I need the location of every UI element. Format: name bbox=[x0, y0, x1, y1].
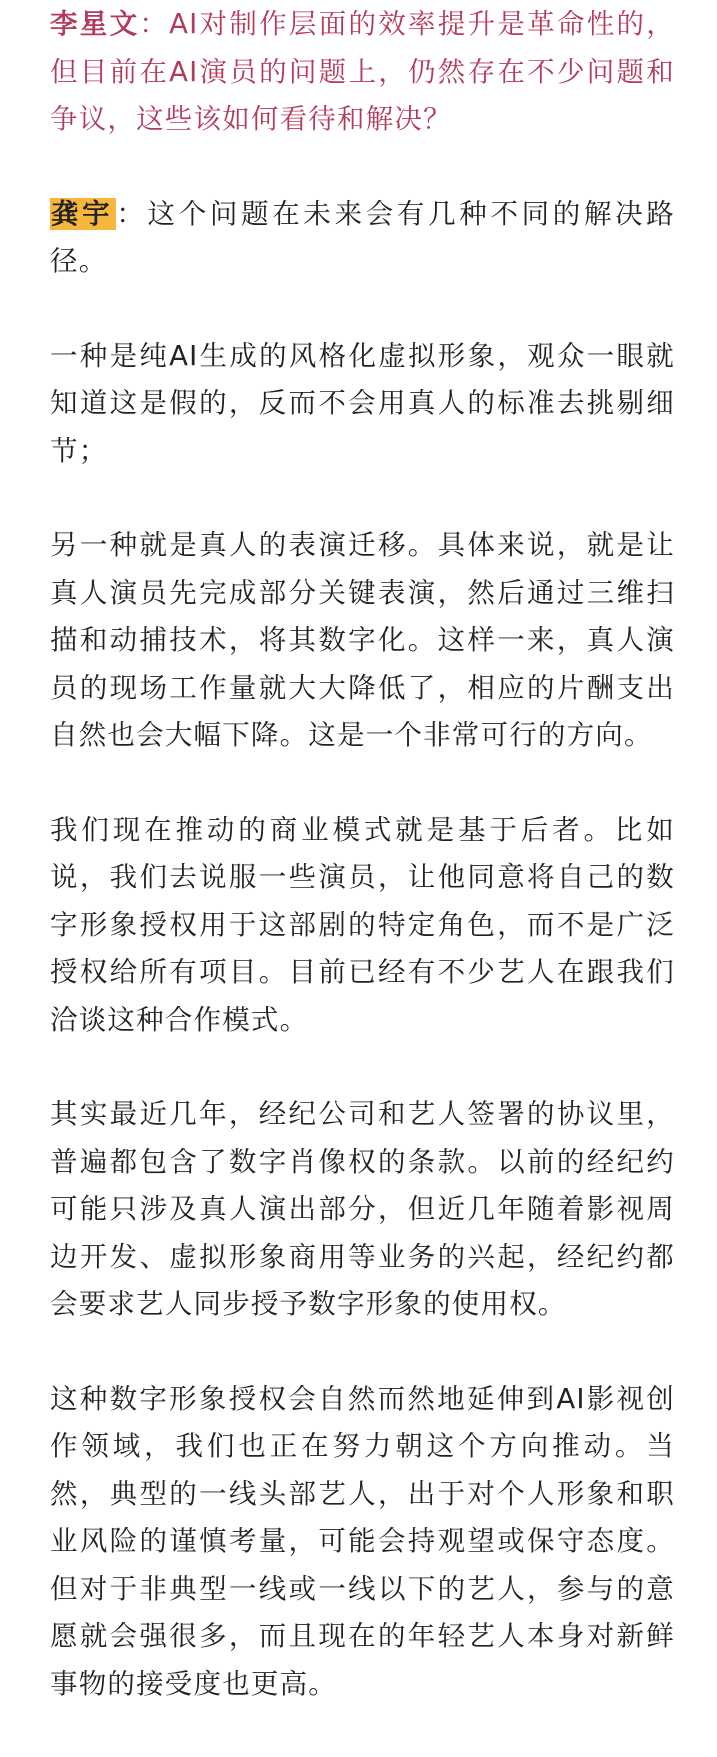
answer-paragraph: 一种是纯AI生成的风格化虚拟形象，观众一眼就知道这是假的，反而不会用真人的标准去挑剔细节； bbox=[50, 339, 675, 467]
answer-paragraph: 我们现在推动的商业模式就是基于后者。比如说，我们去说服一些演员，让他同意将自己的数字形象授权用于这部剧的特定角色，而不是广泛授权给所有项目。目前已经有不少艺人在跟我们洽谈这种合作模式。 bbox=[50, 813, 675, 1036]
answer-intro bbox=[50, 191, 675, 286]
answer-paragraph: 这种数字形象授权会自然而然地延伸到AI影视创作领域，我们也正在努力朝这个方向推动。当然，典型的一线头部艺人，出于对个人形象和职业风险的谨慎考量，可能会持观望或保守态度。但对于非典型一线或一线以下的艺人，参与的意愿就会强很多，而且现在的年轻艺人本身对新鲜事物的接受度也更高。 bbox=[50, 1382, 675, 1700]
answer-paragraph: 另一种就是真人的表演迁移。具体来说，就是让真人演员先完成部分关键表演，然后通过三维扫描和动捕技术，将其数字化。这样一来，真人演员的现场工作量就大大降低了，相应的片酬支出自然也会大幅下降。这是一个非常可行的方向。 bbox=[50, 529, 675, 751]
answer-paragraph: 其实最近几年，经纪公司和艺人签署的协议里，普遍都包含了数字肖像权的条款。以前的经纪约可能只涉及真人演出部分，但近几年随着影视周边开发、虚拟形象商用等业务的兴起，经纪约都会要求艺人同步授予数字形象的使用权。 bbox=[50, 1098, 675, 1320]
article-body bbox=[50, 0, 675, 1708]
answer-speaker: 龚宇 bbox=[50, 198, 116, 230]
bottom-fade-overlay bbox=[0, 1731, 717, 1757]
answer-colon: ： bbox=[116, 197, 148, 230]
question-speaker: 李星文 bbox=[50, 8, 140, 40]
answer-intro-text: 这个问题在未来会有几种不同的解决路径。 bbox=[50, 197, 676, 277]
interview-question bbox=[50, 1, 675, 144]
question-text: AI对制作层面的效率提升是革命性的，但目前在AI演员的问题上，仍然存在不少问题和争议，这些该如何看待和解决？ bbox=[50, 8, 676, 135]
question-colon: ： bbox=[139, 8, 170, 40]
